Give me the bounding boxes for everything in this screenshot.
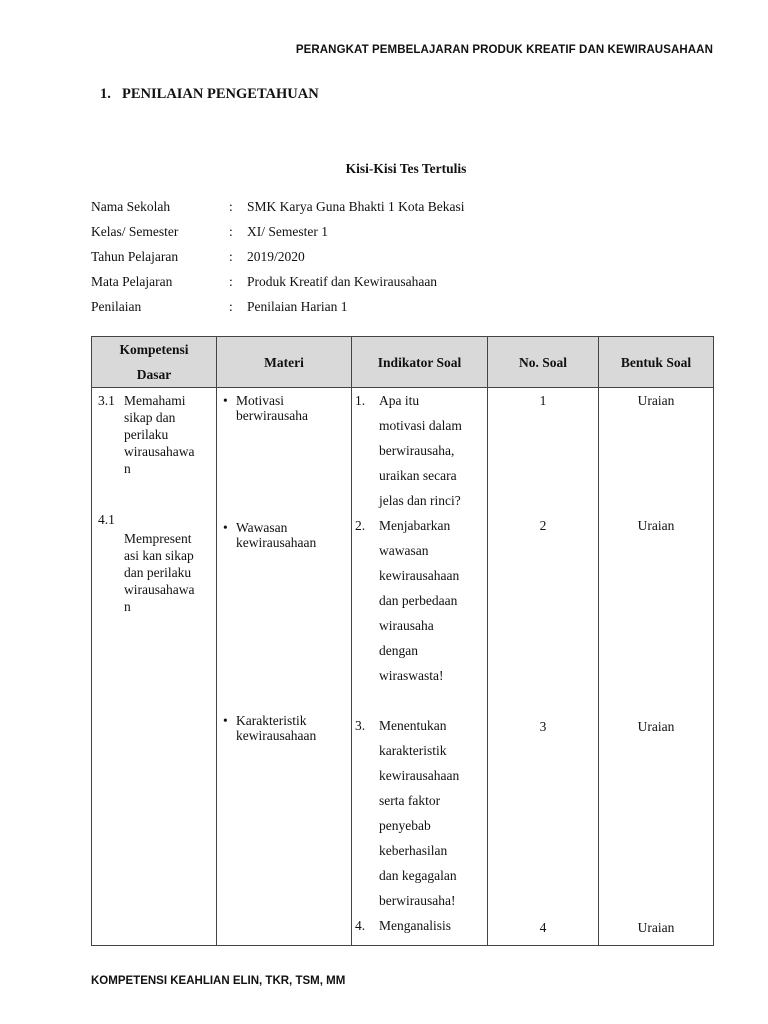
info-value: 2019/2020 bbox=[247, 249, 305, 264]
kd-text: asi kan sikap bbox=[124, 548, 194, 563]
no-soal-value: 4 bbox=[539, 920, 547, 935]
no-soal-value: 1 bbox=[539, 393, 547, 408]
bullet-icon: • bbox=[223, 393, 228, 408]
kisi-kisi-table bbox=[91, 336, 714, 946]
no-soal-value: 2 bbox=[539, 518, 547, 533]
kd-number: 4.1 bbox=[98, 512, 115, 527]
indikator-cell bbox=[352, 388, 488, 946]
indikator-text: Menentukan bbox=[379, 718, 447, 733]
info-label: Penilaian bbox=[91, 299, 142, 314]
indikator-text: berwirausaha, bbox=[379, 443, 455, 458]
materi-item bbox=[223, 713, 345, 743]
indikator-text: serta faktor bbox=[379, 793, 441, 808]
info-colon: : bbox=[229, 274, 233, 289]
kd-text: perilaku bbox=[124, 427, 169, 442]
kd-text: Mempresent bbox=[124, 531, 192, 546]
materi-text: Karakteristik bbox=[236, 713, 307, 728]
indikator-text: wiraswasta! bbox=[379, 668, 444, 683]
kd-item bbox=[98, 392, 210, 477]
indikator-item bbox=[355, 388, 483, 513]
section-title bbox=[100, 86, 319, 103]
info-row-year bbox=[91, 249, 464, 274]
info-value: XI/ Semester 1 bbox=[247, 224, 328, 239]
no-soal-value: 3 bbox=[539, 719, 547, 734]
info-label: Nama Sekolah bbox=[91, 199, 171, 214]
indikator-number: 1. bbox=[355, 393, 366, 408]
info-value: Produk Kreatif dan Kewirausahaan bbox=[247, 274, 438, 289]
indikator-number: 3. bbox=[355, 718, 366, 733]
indikator-text: wirausaha bbox=[379, 618, 434, 633]
section-title-text: PENILAIAN PENGETAHUAN bbox=[122, 86, 319, 102]
running-header: PERANGKAT PEMBELAJARAN PRODUK KREATIF DAN KEWIRAUSAHAAN bbox=[295, 44, 713, 56]
indikator-item bbox=[355, 913, 483, 938]
indikator-text: keberhasilan bbox=[379, 843, 448, 858]
indikator-text: dengan bbox=[379, 643, 418, 658]
kd-text: dan perilaku bbox=[124, 565, 192, 580]
info-label: Kelas/ Semester bbox=[91, 224, 179, 239]
document-title: Kisi-Kisi Tes Tertulis bbox=[345, 161, 467, 176]
indikator-text: berwirausaha! bbox=[379, 893, 456, 908]
materi-item bbox=[223, 520, 345, 550]
kd-text: n bbox=[124, 461, 131, 476]
indikator-text: wawasan bbox=[379, 543, 429, 558]
table-header-row bbox=[92, 337, 714, 388]
no-soal-cell bbox=[488, 388, 599, 946]
materi-text: kewirausahaan bbox=[236, 728, 317, 743]
indikator-text: dan kegagalan bbox=[379, 868, 457, 883]
indikator-text: kewirausahaan bbox=[379, 768, 460, 783]
kd-text: wirausahawa bbox=[124, 582, 195, 597]
bentuk-soal-value: Uraian bbox=[637, 719, 675, 734]
indikator-text: karakteristik bbox=[379, 743, 447, 758]
header-kd-line2: Dasar bbox=[136, 367, 172, 382]
kd-text: n bbox=[124, 599, 131, 614]
info-colon: : bbox=[229, 299, 233, 314]
section-number: 1. bbox=[100, 86, 111, 102]
indikator-number: 2. bbox=[355, 518, 366, 533]
bentuk-soal-value: Uraian bbox=[637, 518, 675, 533]
indikator-text: uraikan secara bbox=[379, 468, 457, 483]
info-label: Tahun Pelajaran bbox=[91, 249, 179, 264]
header-kompetensi-dasar bbox=[92, 337, 217, 388]
header-kd-line1: Kompetensi bbox=[119, 342, 189, 357]
materi-text: Motivasi bbox=[236, 393, 285, 408]
indikator-text: Menganalisis bbox=[379, 918, 451, 933]
bullet-icon: • bbox=[223, 520, 228, 535]
school-info bbox=[91, 199, 464, 324]
header-no-soal: No. Soal bbox=[488, 337, 599, 388]
header-indikator-soal: Indikator Soal bbox=[352, 337, 488, 388]
info-row-subject bbox=[91, 274, 464, 299]
info-value: Penilaian Harian 1 bbox=[247, 299, 348, 314]
materi-text: Wawasan bbox=[236, 520, 288, 535]
indikator-text: motivasi dalam bbox=[379, 418, 462, 433]
indikator-item bbox=[355, 713, 483, 913]
materi-text: berwirausaha bbox=[236, 408, 308, 423]
bentuk-soal-value: Uraian bbox=[637, 920, 675, 935]
info-row-assessment bbox=[91, 299, 464, 324]
indikator-text: dan perbedaan bbox=[379, 593, 458, 608]
table-row bbox=[92, 388, 714, 946]
materi-item bbox=[223, 393, 345, 423]
materi-cell bbox=[217, 388, 352, 946]
indikator-item bbox=[355, 513, 483, 688]
indikator-text: jelas dan rinci? bbox=[379, 493, 461, 508]
info-colon: : bbox=[229, 199, 233, 214]
kd-text: wirausahawa bbox=[124, 444, 195, 459]
kd-number: 3.1 bbox=[98, 393, 115, 408]
materi-text: kewirausahaan bbox=[236, 535, 317, 550]
kd-item bbox=[98, 511, 210, 615]
bentuk-soal-value: Uraian bbox=[637, 393, 675, 408]
indikator-number: 4. bbox=[355, 918, 366, 933]
indikator-text: Apa itu bbox=[379, 393, 420, 408]
bentuk-soal-cell bbox=[599, 388, 714, 946]
header-bentuk-soal: Bentuk Soal bbox=[599, 337, 714, 388]
info-colon: : bbox=[229, 249, 233, 264]
info-row-class bbox=[91, 224, 464, 249]
info-row-school bbox=[91, 199, 464, 224]
info-colon: : bbox=[229, 224, 233, 239]
indikator-text: kewirausahaan bbox=[379, 568, 460, 583]
footer-text: KOMPETENSI KEAHLIAN ELIN, TKR, TSM, MM bbox=[91, 975, 346, 987]
info-label: Mata Pelajaran bbox=[91, 274, 173, 289]
indikator-text: penyebab bbox=[379, 818, 431, 833]
kd-cell bbox=[92, 388, 217, 946]
bullet-icon: • bbox=[223, 713, 228, 728]
kd-text: sikap dan bbox=[124, 410, 176, 425]
kd-text: Memahami bbox=[124, 393, 186, 408]
indikator-text: Menjabarkan bbox=[379, 518, 451, 533]
header-materi: Materi bbox=[217, 337, 352, 388]
info-value: SMK Karya Guna Bhakti 1 Kota Bekasi bbox=[247, 199, 465, 214]
